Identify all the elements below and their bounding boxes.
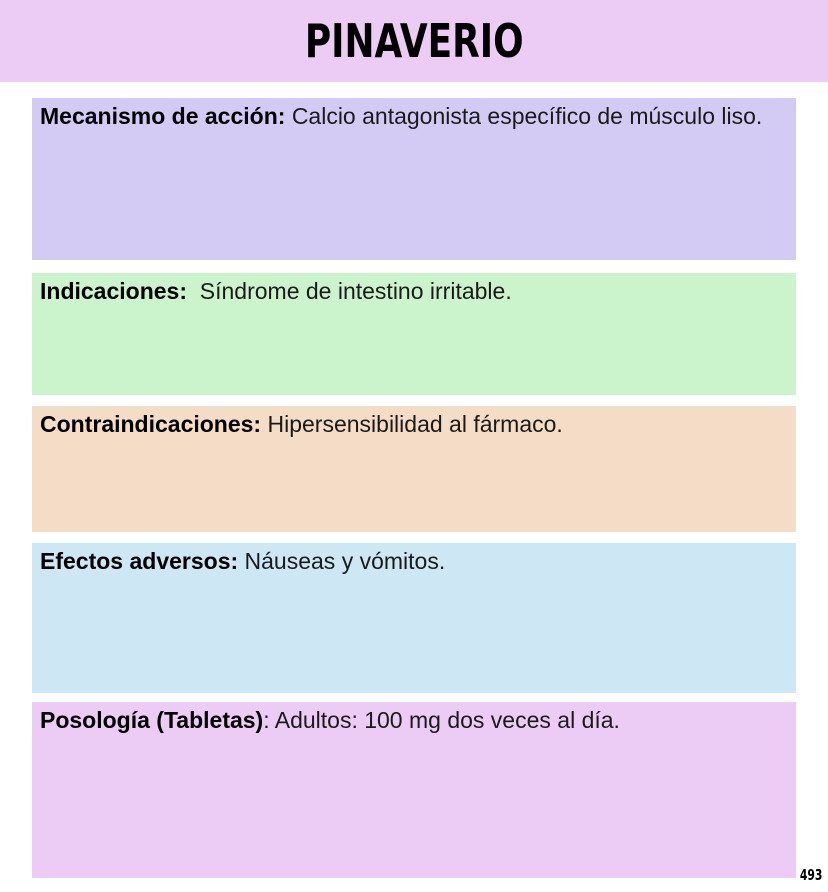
section-label: Indicaciones: [40,278,187,304]
section-indicaciones [32,273,796,395]
section-mecanismo-de-accion [32,98,796,260]
title-bar [0,0,828,82]
section-contraindicaciones [32,406,796,532]
section-label: Posología (Tabletas) [40,707,264,733]
section-text: Síndrome de intestino irritable. [199,278,512,304]
section-label: Contraindicaciones: [40,411,262,437]
section-text: Náuseas y vómitos. [244,548,446,574]
section-label: Efectos adversos: [40,548,239,574]
section-efectos-adversos [32,543,796,693]
page-title: PINAVERIO [304,14,524,68]
page-number: 493 [799,866,823,884]
section-text: Calcio antagonista específico de músculo liso. [291,103,763,129]
section-label: Mecanismo de acción: [40,103,286,129]
section-posologia [32,702,796,878]
section-text: Hipersensibilidad al fármaco. [267,411,563,437]
section-text: : Adultos: 100 mg dos veces al día. [263,707,620,733]
